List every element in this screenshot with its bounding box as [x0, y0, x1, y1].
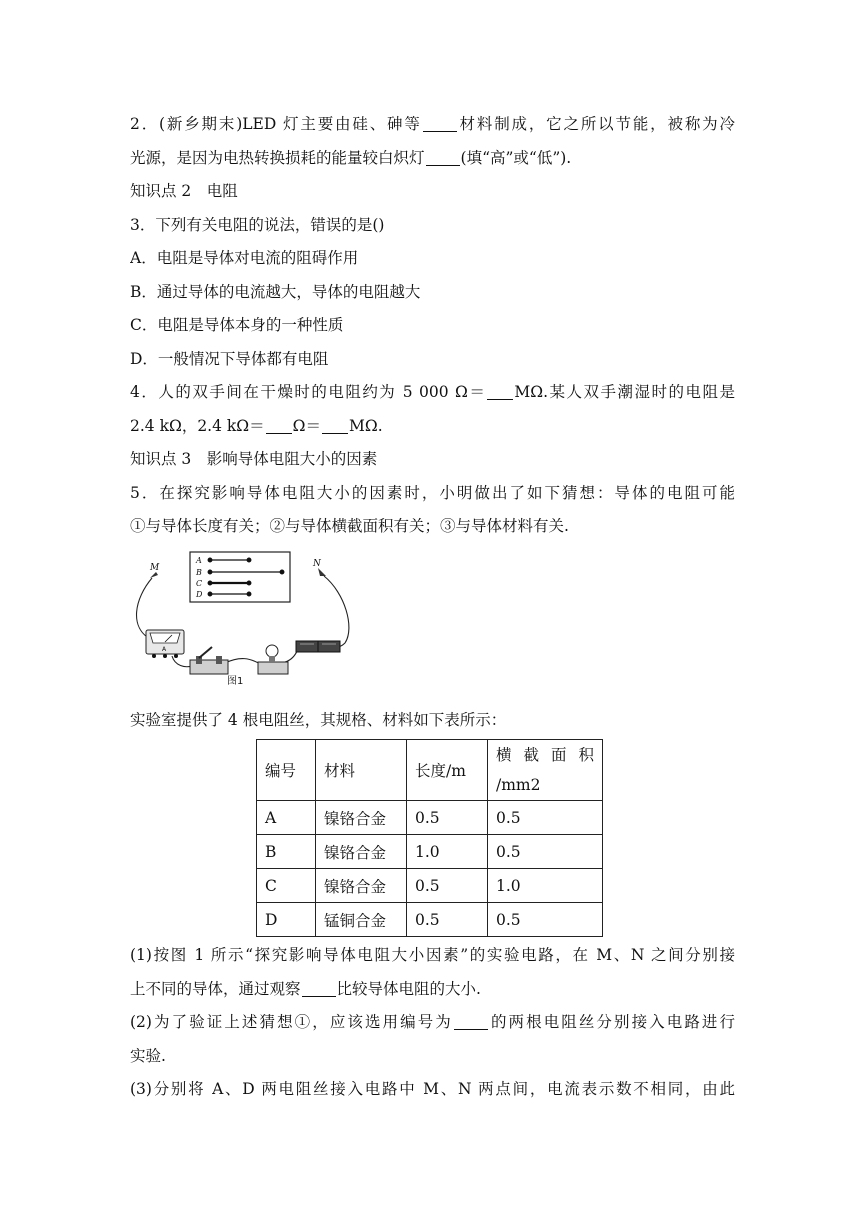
cell-id: D	[257, 903, 316, 937]
wire-c-start-dot	[208, 581, 212, 585]
question-2-line-1	[130, 108, 735, 142]
cell-material: 锰铜合金	[316, 903, 407, 937]
question-2-line-2	[130, 142, 735, 176]
q2-text: 2．(新乡期末)LED 灯主要由硅、砷等	[130, 115, 422, 133]
header-id: 编号	[257, 740, 316, 801]
switch-lever	[199, 647, 212, 658]
cell-id: B	[257, 835, 316, 869]
cell-area: 0.5	[488, 903, 603, 937]
wire-label-a: A	[196, 555, 202, 565]
q4-text: Ω＝	[292, 416, 322, 435]
q4-text: MΩ.某人双手潮湿时的电阻是	[514, 383, 735, 401]
document-page	[130, 108, 735, 1107]
table-row	[257, 903, 603, 937]
part-2-text: (2)为了验证上述猜想①，应该选用编号为	[130, 1013, 453, 1031]
part-1-line-1: (1)按图 1 所示“探究影响导体电阻大小因素”的实验电路，在 M、N 之间分别接	[130, 946, 735, 964]
part-1-text: 上不同的导体，通过观察	[130, 979, 301, 998]
part-2-text: 的两根电阻丝分别接入电路进行	[488, 1013, 735, 1031]
header-length: 长度/m	[407, 740, 488, 801]
answer-blank[interactable]	[266, 415, 292, 434]
answer-blank[interactable]	[423, 113, 457, 132]
wire-b-end-dot	[280, 570, 284, 574]
knowledge-point-3: 知识点 3 影响导体电阻大小的因素	[130, 450, 378, 468]
part-3-line-1: (3)分别将 A、D 两电阻丝接入电路中 M、N 两点间，电流表示数不相同，由此	[130, 1080, 735, 1098]
question-5-line-2: ①与导体长度有关；②与导体横截面积有关；③与导体材料有关.	[130, 517, 569, 535]
wire-a-start-dot	[208, 558, 212, 562]
question-4-line-2	[130, 410, 735, 444]
wire-d-start-dot	[208, 592, 212, 596]
lead-n	[324, 576, 349, 647]
answer-blank[interactable]	[487, 381, 513, 400]
ammeter-terminal-left	[152, 654, 156, 658]
terminal-n-label: N	[313, 558, 321, 569]
cell-length: 0.5	[407, 869, 488, 903]
bulb-socket	[269, 656, 275, 662]
cell-length: 0.5	[407, 903, 488, 937]
cell-length: 1.0	[407, 835, 488, 869]
table-row	[257, 869, 603, 903]
knowledge-point-2: 知识点 2 电阻	[130, 182, 238, 200]
bulb-base	[258, 662, 288, 674]
header-cross-section-line-2: /mm2	[496, 776, 541, 794]
figure-caption: 图1	[227, 675, 244, 687]
q4-text: 4．人的双手间在干燥时的电阻约为 5 000 Ω＝	[130, 383, 487, 401]
wire-label-b: B	[196, 567, 202, 577]
header-material: 材料	[316, 740, 407, 801]
wire-label-c: C	[196, 578, 203, 588]
ammeter-terminal-right	[174, 654, 178, 658]
option-d: D．一般情况下导体都有电阻	[130, 349, 329, 368]
ammeter-terminal-middle	[163, 654, 167, 658]
table-header-row	[257, 740, 603, 801]
battery-cell-2	[318, 641, 340, 652]
resistance-wire-table	[256, 739, 603, 937]
question-4-line-1	[130, 376, 735, 410]
cell-id: C	[257, 869, 316, 903]
lead-switch-bulb	[225, 658, 260, 663]
q4-text: MΩ.	[349, 416, 383, 435]
terminal-m-label: M	[150, 562, 160, 573]
cell-material: 镍铬合金	[316, 801, 407, 835]
answer-blank[interactable]	[302, 978, 336, 997]
circuit-figure	[130, 548, 735, 698]
q4-text: 2.4 kΩ，2.4 kΩ＝	[130, 416, 265, 435]
answer-blank[interactable]	[426, 147, 460, 166]
cell-area: 0.5	[488, 835, 603, 869]
circuit-diagram	[130, 548, 360, 698]
wire-c-end-dot	[247, 581, 251, 585]
header-cross-section	[488, 740, 603, 801]
ammeter-label: A	[162, 645, 167, 653]
clip-n	[318, 568, 326, 576]
cell-area: 0.5	[488, 801, 603, 835]
q2-text: (填“高”或“低”).	[460, 148, 572, 167]
wire-a-end-dot	[247, 558, 251, 562]
option-a: A．电阻是导体对电流的阻碍作用	[130, 249, 359, 267]
part-1-text: 比较导体电阻的大小.	[336, 979, 481, 998]
cell-material: 镍铬合金	[316, 835, 407, 869]
part-1-line-2	[130, 973, 735, 1007]
cell-area: 1.0	[488, 869, 603, 903]
option-c: C．电阻是导体本身的一种性质	[130, 316, 344, 334]
part-2-line-1	[130, 1006, 735, 1040]
q2-text: 材料制成，它之所以节能，被称为冷	[457, 115, 735, 133]
wire-b-start-dot	[208, 570, 212, 574]
question-3-stem: 3．下列有关电阻的说法，错误的是()	[130, 215, 385, 234]
cell-id: A	[257, 801, 316, 835]
header-cross-section-line-1: 横截面积	[496, 746, 594, 764]
option-b: B．通过导体的电流越大，导体的电阻越大	[130, 282, 421, 301]
wire-d-end-dot	[247, 592, 251, 596]
table-intro: 实验室提供了 4 根电阻丝，其规格、材料如下表所示：	[130, 710, 507, 729]
battery-cell-1	[296, 641, 318, 652]
q2-text: 光源，是因为电热转换损耗的能量较白炽灯	[130, 148, 425, 167]
switch-base	[190, 660, 228, 674]
table-row	[257, 801, 603, 835]
part-2-line-2: 实验.	[130, 1046, 166, 1065]
question-5-line-1: 5．在探究影响导体电阻大小的因素时，小明做出了如下猜想：导体的电阻可能	[130, 483, 735, 502]
cell-material: 镍铬合金	[316, 869, 407, 903]
cell-length: 0.5	[407, 801, 488, 835]
wire-label-d: D	[196, 589, 203, 599]
switch-post-right	[216, 656, 222, 664]
answer-blank[interactable]	[322, 415, 348, 434]
answer-blank[interactable]	[454, 1011, 488, 1030]
bulb-glass	[266, 645, 278, 657]
table-row	[257, 835, 603, 869]
